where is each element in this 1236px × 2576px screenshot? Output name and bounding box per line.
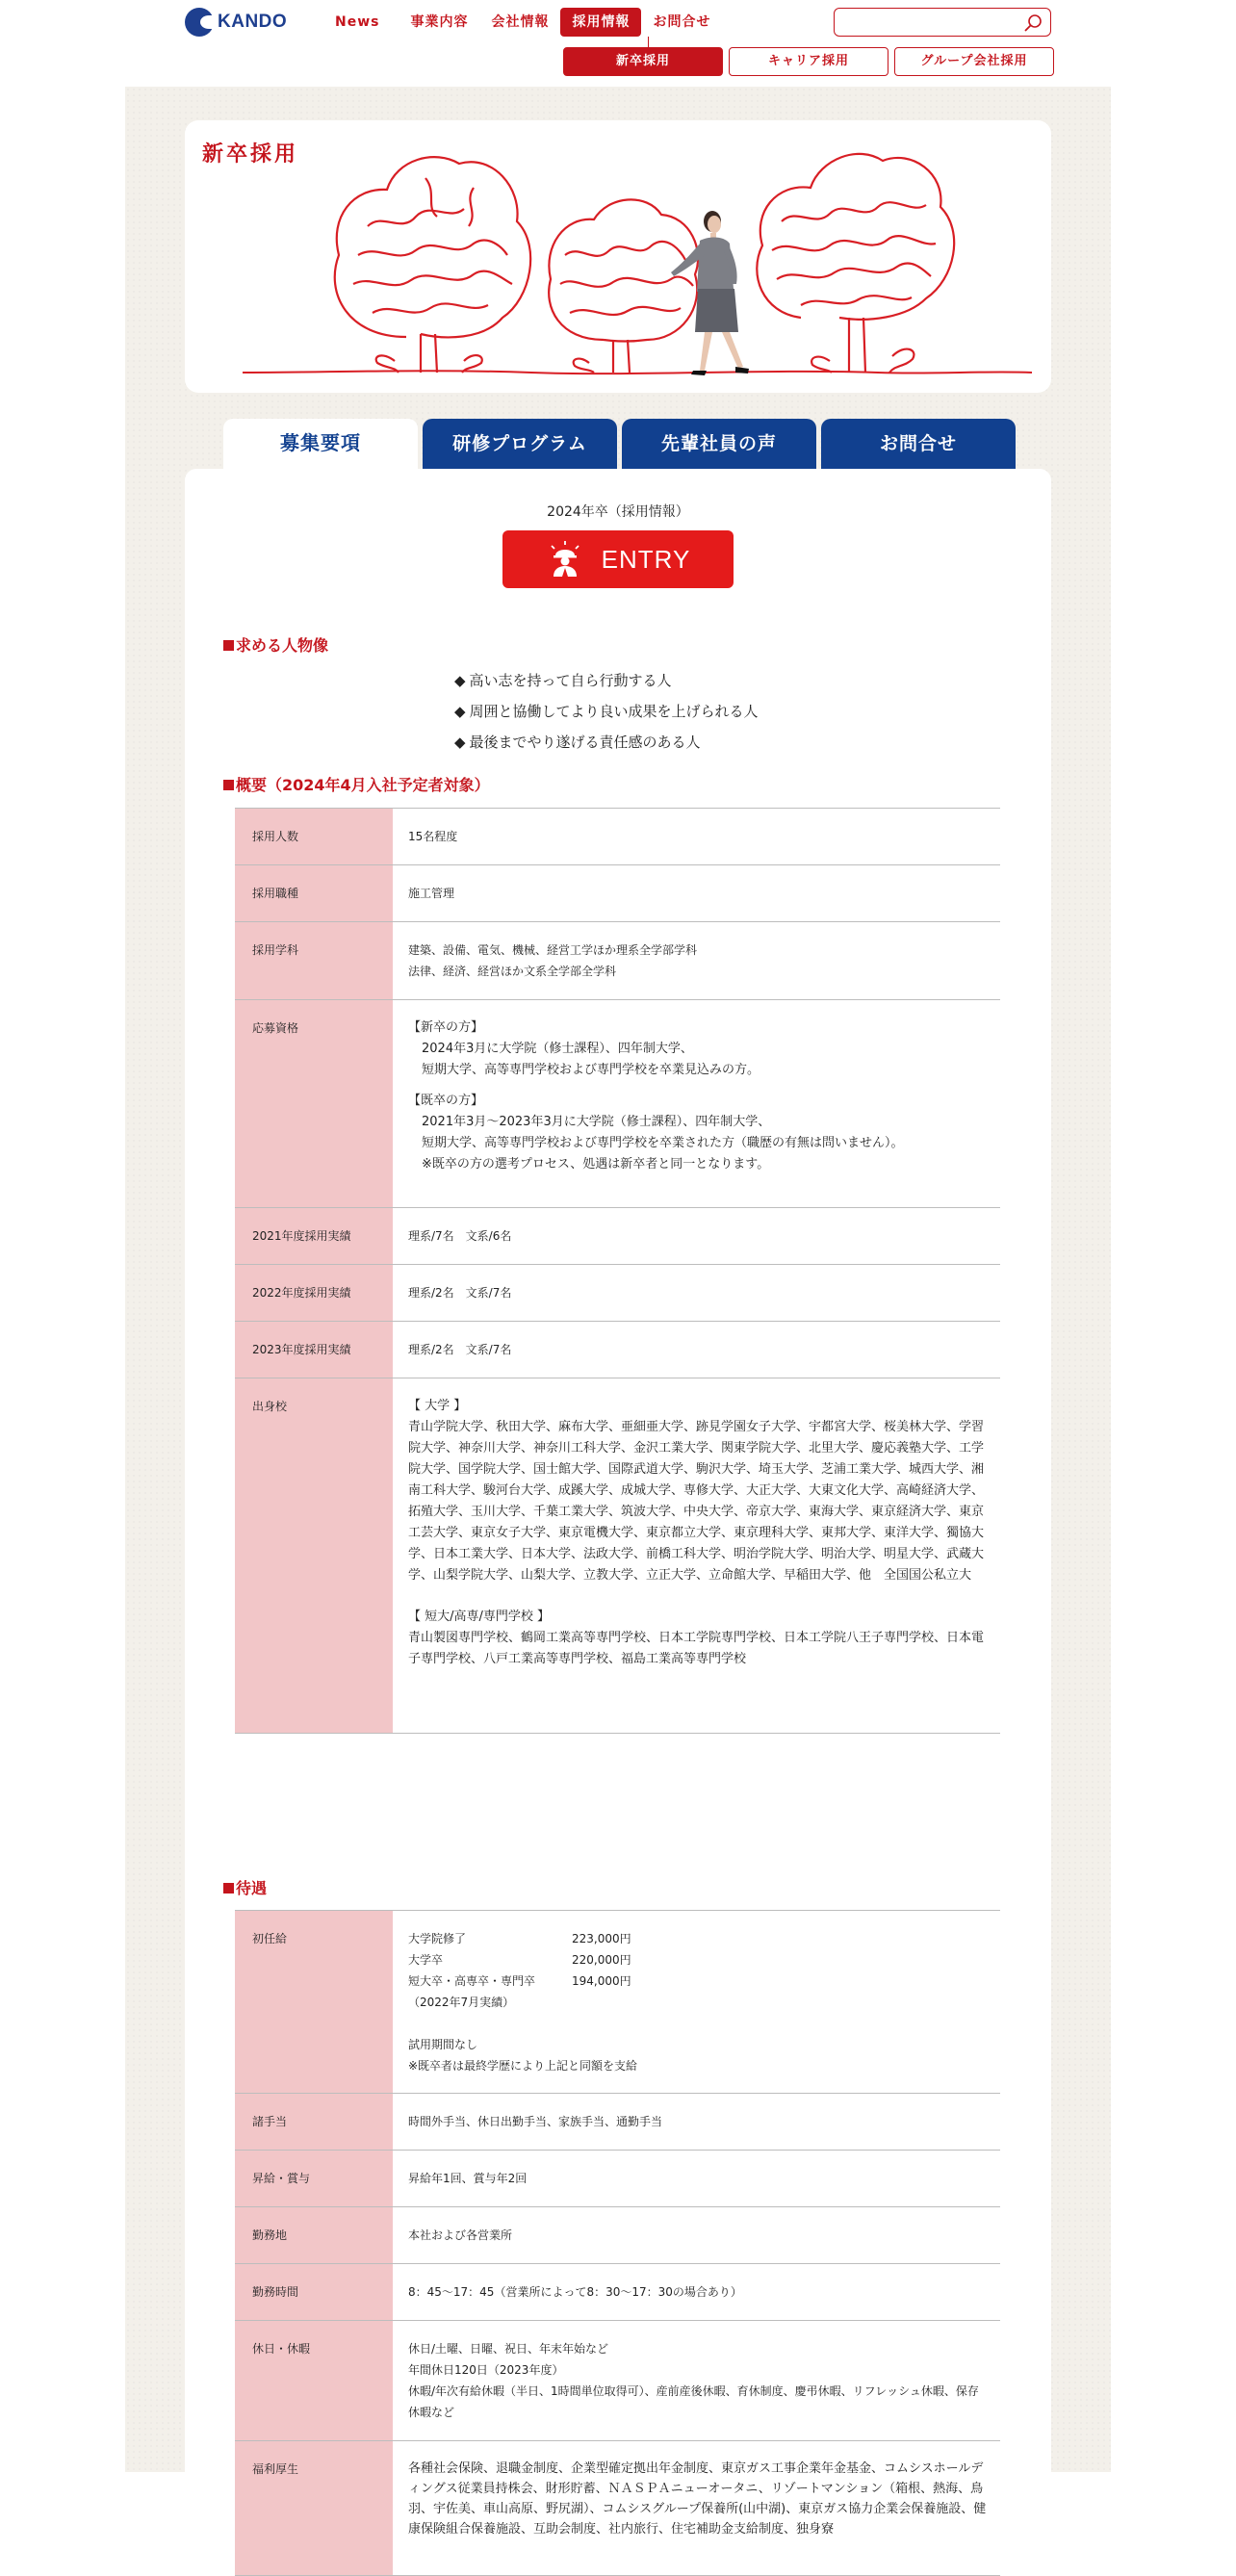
diamond-bullet-icon: ◆ bbox=[454, 734, 466, 751]
tab-voices[interactable]: 先輩社員の声 bbox=[622, 419, 816, 469]
persona-item bbox=[454, 696, 759, 727]
row-label: 出身校 bbox=[235, 1378, 393, 1734]
table-row bbox=[235, 1208, 1000, 1265]
subnav-newgrad[interactable]: 新卒採用 bbox=[563, 47, 723, 76]
search-input[interactable] bbox=[842, 9, 1016, 36]
subnav-connector bbox=[648, 37, 649, 47]
schools-univ-head: 【 大学 】 bbox=[408, 1399, 467, 1413]
nav-company[interactable]: 会社情報 bbox=[491, 14, 550, 30]
entry-button[interactable] bbox=[502, 530, 734, 588]
subnav-career[interactable]: キャリア採用 bbox=[729, 47, 888, 76]
row-value bbox=[393, 1911, 1000, 2094]
row-value-line: ※既卒の方の選考プロセス、処遇は新卒者と同一となります。 bbox=[422, 1157, 770, 1172]
schools-tech-list: 青山製図専門学校、鶴岡工業高等専門学校、日本工学院専門学校、日本工学院八王子専門学校、日本電子専門学校、八戸工業高等専門学校、福島工業高等専門学校 bbox=[408, 1631, 985, 1666]
table-row bbox=[235, 2094, 1000, 2151]
global-nav bbox=[325, 8, 722, 37]
salary-row bbox=[408, 1928, 1000, 1949]
hero-illustration bbox=[185, 120, 1051, 393]
table-row bbox=[235, 922, 1000, 1000]
salary-key: 大学卒 bbox=[408, 1953, 444, 1967]
schools-tech-head: 【 短大/高専/専門学校 】 bbox=[408, 1610, 551, 1624]
row-value: 昇給年1回、賞与年2回 bbox=[393, 2151, 1000, 2207]
row-value-line: 短期大学、高等専門学校および専門学校を卒業見込みの方。 bbox=[422, 1063, 760, 1077]
persona-list bbox=[454, 665, 759, 758]
row-label: 2023年度採用実績 bbox=[235, 1322, 393, 1378]
worker-helmet-icon bbox=[546, 540, 584, 579]
persona-item-text: 最後までやり遂げる責任感のある人 bbox=[469, 734, 701, 751]
table-row bbox=[235, 1911, 1000, 2094]
salary-key: 大学院修了 bbox=[408, 1932, 467, 1945]
section-square-icon bbox=[223, 780, 234, 790]
row-label: 福利厚生 bbox=[235, 2441, 393, 2576]
salary-row bbox=[408, 1949, 1000, 1971]
row-label: 応募資格 bbox=[235, 1000, 393, 1208]
salary-note: （2022年7月実績） bbox=[408, 1996, 515, 2009]
row-value-line: 短期大学、高等専門学校および専門学校を卒業された方（職歴の有無は問いません）。 bbox=[422, 1136, 904, 1150]
diamond-bullet-icon: ◆ bbox=[454, 703, 466, 720]
table-row bbox=[235, 865, 1000, 922]
benefits-heading-text: 待遇 bbox=[236, 1879, 268, 1897]
tab-contact[interactable]: お問合せ bbox=[821, 419, 1016, 469]
persona-item-text: 高い志を持って自ら行動する人 bbox=[469, 672, 672, 689]
row-value bbox=[393, 1378, 1000, 1734]
overview-heading bbox=[223, 773, 490, 795]
nav-news[interactable]: News bbox=[335, 14, 380, 30]
table-row bbox=[235, 809, 1000, 865]
eligibility-new-head: 【新卒の方】 bbox=[408, 1020, 484, 1035]
diamond-bullet-icon: ◆ bbox=[454, 672, 466, 689]
row-value: 本社および各営業所 bbox=[393, 2207, 1000, 2264]
requirements-panel bbox=[185, 469, 1051, 2537]
row-value: 15名程度 bbox=[393, 809, 1000, 865]
table-row bbox=[235, 2151, 1000, 2207]
row-label: 採用人数 bbox=[235, 809, 393, 865]
persona-item bbox=[454, 727, 759, 758]
subnav-group[interactable]: グループ会社採用 bbox=[894, 47, 1054, 76]
table-row bbox=[235, 1265, 1000, 1322]
persona-item-text: 周囲と協働してより良い成果を上げられる人 bbox=[469, 703, 759, 720]
recruit-subnav bbox=[563, 47, 1054, 76]
salary-value: 194,000円 bbox=[572, 1974, 631, 1988]
nav-recruit[interactable]: 採用情報 bbox=[560, 8, 641, 37]
row-value: 8：45～17：45（営業所によって8：30〜17：30の場合あり） bbox=[393, 2264, 1000, 2321]
hero-banner bbox=[185, 120, 1051, 393]
table-row bbox=[235, 2441, 1000, 2576]
row-value-line: 2024年3月に大学院（修士課程）、四年制大学、 bbox=[422, 1042, 693, 1056]
row-label: 初任給 bbox=[235, 1911, 393, 2094]
row-value-line: 法律、経済、経営ほか文系全学部全学科 bbox=[408, 965, 617, 978]
logo-text: KANDO bbox=[218, 12, 288, 32]
persona-item bbox=[454, 665, 759, 696]
row-label: 勤務時間 bbox=[235, 2264, 393, 2321]
schools-univ-list: 青山学院大学、秋田大学、麻布大学、亜細亜大学、跡見学園女子大学、宇都宮大学、桜美林大学、学習院大学、神奈川大学、神奈川工科大学、金沢工業大学、関東学院大学、北里大学、慶応義塾大学、工学院大学、国学院大学、国士館大学、国際武道大学、駒沢大学、埼玉大学、芝浦工業大学、城西大学、湘南工科大学、駿河台大学、成蹊大学、成城大学、専修大学、大正大学、大東文化大学、高崎経済大学、拓殖大学、玉川大学、千葉工業大学、筑波大学、中央大学、帝京大学、東海大学、東京経済大学、東京工芸大学、東京女子大学、東京電機大学、東京都立大学、東京理科大学、東邦大学、東洋大学、獨協大学、日本工業大学、日本大学、法政大学、前橋工科大学、明治学院大学、明治大学、明星大学、武蔵大学、山梨学院大学、山梨大学、立教大学、立正大学、立命館大学、早稲田大学、他 全国国公私立大 bbox=[408, 1420, 985, 1583]
table-row bbox=[235, 1322, 1000, 1378]
row-value-line: 休日/土曜、日曜、祝日、年末年始など bbox=[408, 2342, 609, 2356]
salary-note: 試用期間なし bbox=[408, 2038, 478, 2051]
main-paper bbox=[125, 87, 1111, 2537]
search-icon[interactable] bbox=[1023, 13, 1043, 33]
section-square-icon bbox=[223, 640, 234, 651]
company-logo[interactable] bbox=[185, 7, 287, 38]
persona-heading bbox=[223, 633, 328, 656]
row-value: 理系/7名 文系/6名 bbox=[393, 1208, 1000, 1265]
section-square-icon bbox=[223, 1883, 234, 1893]
nav-business[interactable]: 事業内容 bbox=[410, 14, 469, 30]
overview-table bbox=[235, 808, 1000, 1734]
benefits-heading bbox=[223, 1876, 267, 1898]
row-label: 採用職種 bbox=[235, 865, 393, 922]
row-value bbox=[393, 922, 1000, 1000]
row-label: 諸手当 bbox=[235, 2094, 393, 2151]
salary-row bbox=[408, 1971, 1000, 1992]
table-row bbox=[235, 1000, 1000, 1208]
logo-mark-icon bbox=[185, 8, 214, 37]
table-row bbox=[235, 2264, 1000, 2321]
row-value-line: 休暇/年次有給休暇（半日、1時間単位取得可）、産前産後休暇、育休制度、慶弔休暇、リフレッシュ休暇、保存休暇など bbox=[408, 2384, 979, 2419]
tab-requirements[interactable]: 募集要項 bbox=[223, 419, 418, 469]
row-label: 2022年度採用実績 bbox=[235, 1265, 393, 1322]
search-box bbox=[834, 8, 1051, 37]
row-value-line: 年間休日120日（2023年度） bbox=[408, 2363, 564, 2377]
row-value: 施工管理 bbox=[393, 865, 1000, 922]
entry-label: ENTRY bbox=[601, 544, 691, 574]
year-label: 2024年卒（採用情報） bbox=[547, 504, 689, 520]
nav-contact[interactable]: お問合せ bbox=[653, 14, 711, 30]
eligibility-prev-head: 【既卒の方】 bbox=[408, 1094, 484, 1108]
walking-person bbox=[671, 211, 749, 375]
row-value: 理系/2名 文系/7名 bbox=[393, 1322, 1000, 1378]
salary-key: 短大卒・高専卒・専門卒 bbox=[408, 1974, 536, 1988]
benefits-table bbox=[235, 1910, 1000, 2576]
table-row bbox=[235, 2321, 1000, 2441]
row-label: 勤務地 bbox=[235, 2207, 393, 2264]
row-value-line: 2021年3月～2023年3月に大学院（修士課程）、四年制大学、 bbox=[422, 1115, 771, 1129]
salary-value: 220,000円 bbox=[572, 1953, 631, 1967]
row-value: 理系/2名 文系/7名 bbox=[393, 1265, 1000, 1322]
recruit-tabs bbox=[223, 419, 1016, 469]
row-label: 昇給・賞与 bbox=[235, 2151, 393, 2207]
table-row bbox=[235, 1378, 1000, 1734]
salary-note: ※既卒者は最終学歴により上記と同額を支給 bbox=[408, 2059, 638, 2073]
hero-title: 新卒採用 bbox=[202, 142, 299, 167]
row-label: 休日・休暇 bbox=[235, 2321, 393, 2441]
row-value-line: 建築、設備、電気、機械、経営工学ほか理系全学部学科 bbox=[408, 943, 698, 957]
salary-value: 223,000円 bbox=[572, 1932, 631, 1945]
overview-heading-text: 概要（2024年4月入社予定者対象） bbox=[236, 776, 490, 794]
row-value bbox=[393, 1000, 1000, 1208]
tab-training[interactable]: 研修プログラム bbox=[423, 419, 617, 469]
table-row bbox=[235, 2207, 1000, 2264]
persona-heading-text: 求める人物像 bbox=[236, 636, 329, 655]
row-label: 2021年度採用実績 bbox=[235, 1208, 393, 1265]
row-value: 時間外手当、休日出勤手当、家族手当、通勤手当 bbox=[393, 2094, 1000, 2151]
row-label: 採用学科 bbox=[235, 922, 393, 1000]
row-value: 各種社会保険、退職金制度、企業型確定拠出年金制度、東京ガス工事企業年金基金、コムシスホールディングス従業員持株会、財形貯蓄、ＮＡＳＰＡニューオータニ、リゾートマンション（箱根、熱海、鳥羽、宇佐美、車山高原、野尻湖）、コムシスグループ保養所(山中湖)、東京ガス協力企業会保養施設、健康保険組合保養施設、互助会制度、社内旅行、住宅補助金支給制度、独身寮 bbox=[393, 2441, 1000, 2576]
row-value bbox=[393, 2321, 1000, 2441]
